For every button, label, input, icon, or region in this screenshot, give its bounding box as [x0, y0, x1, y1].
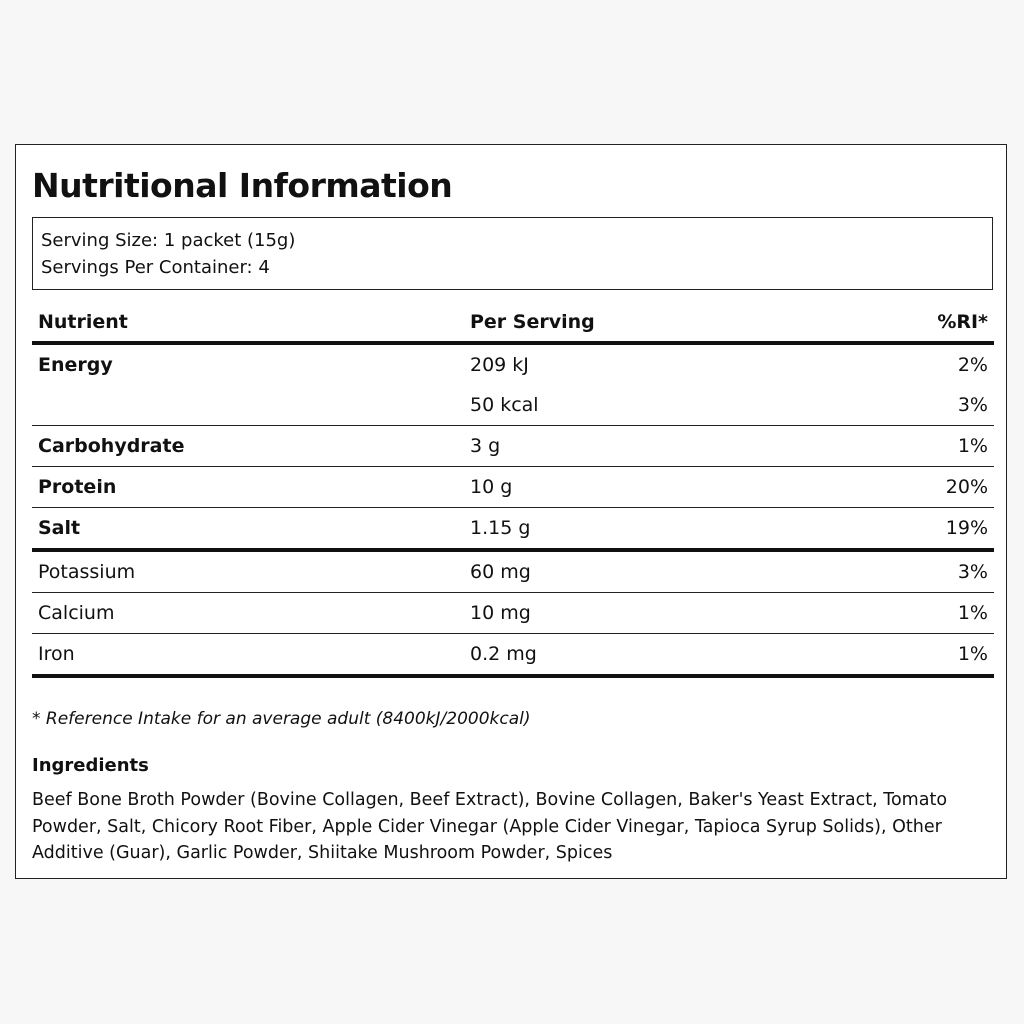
nutrient-ri: 1%: [836, 593, 994, 634]
serving-size: Serving Size: 1 packet (15g): [41, 230, 296, 251]
nutrient-name: Energy: [38, 354, 113, 376]
table-row: [32, 508, 994, 551]
nutrient-ri: 3%: [836, 385, 994, 426]
nutrient-name: Potassium: [32, 550, 464, 593]
header-per-serving: Per Serving: [470, 311, 595, 333]
header-ri: %RI*: [937, 311, 988, 333]
nutrient-value: 60 mg: [464, 550, 836, 593]
header-nutrient: Nutrient: [38, 311, 128, 333]
nutrient-name: Calcium: [32, 593, 464, 634]
nutrient-ri: 2%: [957, 354, 988, 376]
nutrient-value: 209 kJ: [470, 354, 529, 376]
serving-info-box: [32, 217, 993, 290]
nutrient-ri: 1%: [836, 634, 994, 677]
servings-per-container: Servings Per Container: 4: [41, 257, 270, 278]
ingredients-heading: Ingredients: [32, 755, 149, 776]
nutrient-value: 10 g: [464, 467, 836, 508]
nutrient-ri: 19%: [836, 508, 994, 551]
nutrient-ri: 1%: [836, 426, 994, 467]
nutrient-name: [32, 385, 464, 426]
table-row: [32, 550, 994, 593]
ingredients-text: Beef Bone Broth Powder (Bovine Collagen, Beef Extract), Bovine Collagen, Baker's Yeast Extract, Tomato Powder, Salt, Chicory Root Fiber, Apple Cider Vinegar (Apple Cider Vinegar, Tapioca Syrup Solids), Other Additive (Guar), Garlic Powder, Shiitake Mushroom Powder, Spices: [32, 790, 948, 863]
table-row: [32, 634, 994, 677]
nutrient-ri: 3%: [836, 550, 994, 593]
nutrition-label: [15, 144, 1007, 879]
table-row: [32, 385, 994, 426]
table-row: [32, 593, 994, 634]
page-title: Nutritional Information: [32, 166, 453, 205]
table-row: [32, 343, 994, 385]
table-row: [32, 467, 994, 508]
nutrient-name: Iron: [32, 634, 464, 677]
nutrient-name: Protein: [32, 467, 464, 508]
table-row: [32, 426, 994, 467]
nutrient-value: 1.15 g: [464, 508, 836, 551]
nutrient-name: Carbohydrate: [32, 426, 464, 467]
nutrient-value: 50 kcal: [464, 385, 836, 426]
nutrition-table: [32, 303, 994, 678]
reference-intake-footnote: * Reference Intake for an average adult (8400kJ/2000kcal): [32, 709, 531, 729]
nutrient-ri: 20%: [836, 467, 994, 508]
nutrient-value: 0.2 mg: [464, 634, 836, 677]
nutrient-value: 3 g: [464, 426, 836, 467]
nutrient-name: Salt: [32, 508, 464, 551]
table-header-row: [32, 303, 994, 343]
nutrient-value: 10 mg: [464, 593, 836, 634]
